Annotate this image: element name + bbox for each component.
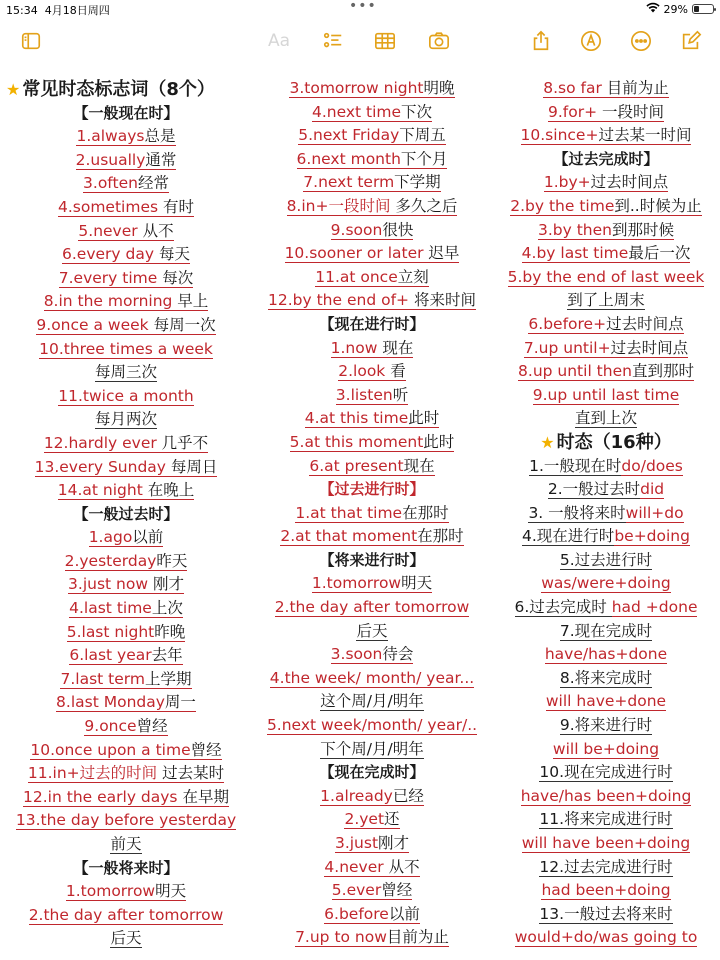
- term-link: 13.every Sunday 每周日: [34, 457, 218, 476]
- list-item: [252, 525, 492, 549]
- list-item: [252, 219, 492, 243]
- list-item: [0, 432, 252, 456]
- list-item: [0, 644, 252, 668]
- list-item: 前天: [110, 835, 142, 853]
- list-item: [0, 786, 252, 810]
- list-item: [252, 77, 492, 101]
- battery-percent: 29%: [663, 2, 688, 16]
- list-item: 直到上次: [574, 409, 637, 428]
- tense-name: 5.过去进行时: [559, 550, 653, 569]
- list-item: 后天: [356, 621, 388, 640]
- list-item: [492, 266, 720, 290]
- list-item: [0, 715, 252, 739]
- term-link: 10.sooner or later 迟早: [284, 244, 460, 263]
- list-item: [0, 880, 252, 904]
- section-heading: 【一般过去时】: [73, 504, 179, 523]
- markup-icon[interactable]: [578, 28, 604, 54]
- list-item: [252, 431, 492, 455]
- section-heading: 【现在完成时】: [319, 763, 425, 782]
- list-item: [492, 360, 720, 384]
- compose-icon[interactable]: [678, 28, 704, 54]
- term-link: 6.next month下个月: [296, 149, 448, 168]
- list-item: [0, 762, 252, 786]
- term-link: 4.sometimes 有时: [57, 197, 194, 216]
- list-item: [0, 243, 252, 267]
- term-link: 7.last term上学期: [60, 669, 192, 688]
- tense-title: ★ 时态（16种）: [540, 431, 672, 453]
- term-link: 6.at present现在: [309, 456, 435, 475]
- notes-toolbar: [0, 20, 720, 62]
- note-content[interactable]: [0, 74, 720, 960]
- list-item: 1.tomorrow明天: [311, 574, 433, 593]
- tense-formula: will have+done: [545, 692, 667, 711]
- term-link: 4.at this time此时: [304, 409, 440, 428]
- term-link: 4.next time下次: [311, 102, 433, 121]
- list-item: [492, 242, 720, 266]
- tense-item: 2.一般过去时did: [547, 480, 665, 499]
- list-item: [252, 832, 492, 856]
- term-link: 6.every day 每天: [62, 245, 190, 264]
- list-item: [0, 456, 252, 480]
- list-item: [492, 124, 720, 148]
- note-title: ★ 常见时态标志词（8个）: [6, 79, 215, 100]
- list-item: [252, 926, 492, 950]
- list-item: [0, 125, 252, 149]
- term-link: 11.at once立刻: [315, 267, 429, 286]
- section-heading: 【一般现在时】: [73, 103, 179, 122]
- term-link: 14.at night 在晚上: [57, 481, 195, 500]
- term-link: 10.three times a week: [39, 339, 213, 358]
- term-link: 2.yesterday昨天: [64, 551, 188, 570]
- term-link: 6.last year去年: [69, 646, 183, 665]
- term-link: 2.the day after tomorrow: [28, 905, 224, 924]
- tense-name: 7.现在完成时: [559, 621, 653, 640]
- list-item: [252, 455, 492, 479]
- tense-item: 6.过去完成时 had +done: [514, 598, 698, 617]
- term-link: 13.the day before yesterday: [15, 811, 237, 830]
- list-item: [0, 290, 252, 314]
- term-link: 5.never 从不: [78, 221, 174, 240]
- list-item: 5.next week/month/ year/..: [266, 716, 478, 735]
- list-item: 这个周/月/明年: [320, 692, 424, 711]
- term-link: 2.at that moment在那时: [280, 527, 464, 546]
- list-item: [252, 808, 492, 832]
- term-link: 3.by then到那时候: [537, 220, 674, 239]
- term-link: 3.just now 刚才: [68, 575, 184, 594]
- list-item: [492, 384, 720, 408]
- term-link: 7.next term下学期: [303, 173, 441, 192]
- term-link: 5.ever曾经: [331, 881, 413, 900]
- list-item: [0, 267, 252, 291]
- section-heading: 【现在进行时】: [319, 314, 425, 333]
- list-item: 下个周/月/明年: [320, 739, 424, 758]
- list-item: [252, 360, 492, 384]
- term-link: 2.look 看: [338, 362, 406, 381]
- list-item: [0, 526, 252, 550]
- list-item: [492, 101, 720, 125]
- tense-item: 3. 一般将来时will+do: [528, 503, 684, 522]
- term-link: 1.already已经: [320, 786, 424, 805]
- list-item: [0, 550, 252, 574]
- list-item: [252, 242, 492, 266]
- list-item: [252, 101, 492, 125]
- list-item: [0, 220, 252, 244]
- list-item: [252, 171, 492, 195]
- term-link: 3.often经常: [83, 174, 169, 193]
- column-1: [0, 78, 252, 951]
- term-link: 7.up until+过去时间点: [523, 338, 689, 357]
- list-item: [492, 171, 720, 195]
- tense-formula: would+do/was going to: [514, 928, 698, 947]
- term-link: 5.next Friday下周五: [298, 126, 446, 145]
- term-link: 12.in the early days 在早期: [23, 787, 229, 806]
- term-link: 1.at that time在那时: [295, 503, 449, 522]
- list-item: [252, 879, 492, 903]
- list-item: [252, 266, 492, 290]
- term-link: 4.last time上次: [69, 599, 183, 618]
- term-link: 12.hardly ever 几乎不: [43, 433, 209, 452]
- list-item: [0, 809, 252, 833]
- more-icon[interactable]: [628, 28, 654, 54]
- list-item: [0, 149, 252, 173]
- tense-name: 12.过去完成进行时: [539, 857, 673, 876]
- battery-icon: [692, 4, 714, 14]
- list-item: [252, 785, 492, 809]
- list-item: [0, 338, 252, 362]
- column-2: [252, 77, 492, 950]
- section-heading: 【过去进行时】: [319, 480, 425, 499]
- list-item: [492, 195, 720, 219]
- list-item: [492, 77, 720, 101]
- list-item: [492, 219, 720, 243]
- term-link: 1.tomorrow明天: [65, 882, 187, 901]
- tense-name: 11.将来完成进行时: [539, 810, 673, 829]
- tense-name: 10.现在完成进行时: [539, 763, 673, 782]
- term-link: 1.always总是: [76, 127, 176, 146]
- term-link: 8.in the morning 早上: [43, 292, 209, 311]
- list-item: 每周三次: [94, 363, 157, 382]
- term-link: 9.for+ 一段时间: [547, 102, 665, 121]
- term-link: 3.tomorrow night明晚: [289, 79, 455, 97]
- term-link: 5.at this moment此时: [289, 432, 455, 451]
- star-icon: ★: [6, 80, 21, 99]
- list-item: 2.the day after tomorrow: [274, 598, 470, 617]
- list-item: [0, 904, 252, 928]
- list-item: [0, 597, 252, 621]
- list-item: 到了上周末: [567, 291, 645, 310]
- list-item: [252, 148, 492, 172]
- list-item: [252, 337, 492, 361]
- term-link: 11.in+过去的时间 过去某时: [27, 764, 225, 783]
- list-item: [252, 124, 492, 148]
- status-bar: [0, 0, 720, 18]
- term-link: 4.never 从不: [324, 857, 420, 876]
- list-item: [0, 621, 252, 645]
- term-link: 7.every time 每次: [58, 268, 194, 287]
- wifi-icon: [646, 2, 660, 16]
- list-item: [0, 314, 252, 338]
- share-icon[interactable]: [528, 28, 554, 54]
- tense-name: 13.一般过去将来时: [539, 904, 673, 923]
- term-link: 3.listen听: [335, 385, 409, 404]
- term-link: 5.by the end of last week: [507, 267, 705, 286]
- list-item: [0, 196, 252, 220]
- term-link: 9.soon很快: [330, 220, 414, 239]
- camera-icon[interactable]: [426, 28, 452, 54]
- term-link: 2.by the time到..时候为止: [510, 196, 702, 215]
- list-item: [492, 337, 720, 361]
- term-link: 1.ago以前: [88, 528, 164, 547]
- list-item: [252, 195, 492, 219]
- list-item: 3.soon待会: [330, 645, 414, 664]
- sidebar-icon[interactable]: [18, 28, 44, 54]
- tense-formula: will have been+doing: [521, 834, 691, 852]
- term-link: 5.last night昨晚: [66, 622, 186, 641]
- term-link: 2.yet还: [344, 810, 400, 829]
- term-link: 9.once曾经: [84, 717, 168, 736]
- checklist-icon[interactable]: [320, 28, 346, 54]
- section-heading: 【一般将来时】: [73, 858, 179, 877]
- section-heading: 【将来进行时】: [319, 550, 425, 569]
- list-item: [252, 407, 492, 431]
- table-icon[interactable]: [372, 28, 398, 54]
- term-link: 9.up until last time: [532, 385, 680, 404]
- list-item: [252, 502, 492, 526]
- term-link: 9.once a week 每周一次: [36, 315, 216, 334]
- term-link: 8.up until then直到那时: [518, 362, 694, 381]
- list-item: [0, 479, 252, 503]
- term-link: 3.just刚才: [334, 834, 410, 852]
- term-link: 4.by last time最后一次: [521, 244, 691, 263]
- tense-item: 1.一般现在时do/does: [529, 456, 683, 475]
- term-link: 10.since+过去某一时间: [520, 126, 692, 145]
- list-item: 每月两次: [94, 410, 157, 429]
- tense-item: 4.现在进行时be+doing: [522, 527, 690, 546]
- list-item: [252, 384, 492, 408]
- list-item: [252, 856, 492, 880]
- tense-name: 9.将来进行时: [559, 716, 653, 735]
- term-link: 1.now 现在: [330, 338, 414, 357]
- star-icon: ★: [540, 432, 555, 452]
- term-link: 10.once upon a time曾经: [30, 740, 222, 759]
- tense-name: 8.将来完成时: [559, 668, 653, 687]
- term-link: 2.usually通常: [75, 150, 177, 169]
- list-item: [0, 172, 252, 196]
- list-item: [0, 739, 252, 763]
- tense-formula: had been+doing: [541, 881, 671, 900]
- tense-formula: will be+doing: [552, 739, 660, 758]
- tense-formula: have/has+done: [544, 645, 668, 664]
- column-3: [492, 77, 720, 950]
- list-item: 4.the week/ month/ year...: [269, 668, 475, 687]
- term-link: 12.by the end of+ 将来时间: [268, 291, 476, 310]
- list-item: [252, 289, 492, 313]
- list-item: [0, 668, 252, 692]
- list-item: [0, 691, 252, 715]
- list-item: [0, 573, 252, 597]
- list-item: [492, 313, 720, 337]
- section-heading: 【过去完成时】: [553, 149, 659, 168]
- term-link: 6.before+过去时间点: [528, 314, 684, 333]
- format-icon[interactable]: Aa: [267, 31, 291, 51]
- term-link: 6.before以前: [324, 904, 420, 923]
- term-link: 8.so far 目前为止: [543, 79, 669, 97]
- multitasking-dots-icon[interactable]: •••: [349, 0, 377, 14]
- status-time: 15:34 4月18日周四: [6, 4, 110, 17]
- term-link: 1.by+过去时间点: [543, 173, 669, 192]
- tense-formula: was/were+doing: [541, 574, 671, 593]
- term-link: 7.up to now目前为止: [295, 928, 449, 947]
- term-link: 8.last Monday周一: [56, 693, 196, 712]
- list-item: 11.twice a month: [58, 386, 194, 405]
- term-link: 8.in+一段时间 多久之后: [286, 196, 458, 215]
- list-item: [252, 903, 492, 927]
- list-item: 后天: [110, 929, 142, 948]
- tense-formula: have/has been+doing: [520, 786, 692, 805]
